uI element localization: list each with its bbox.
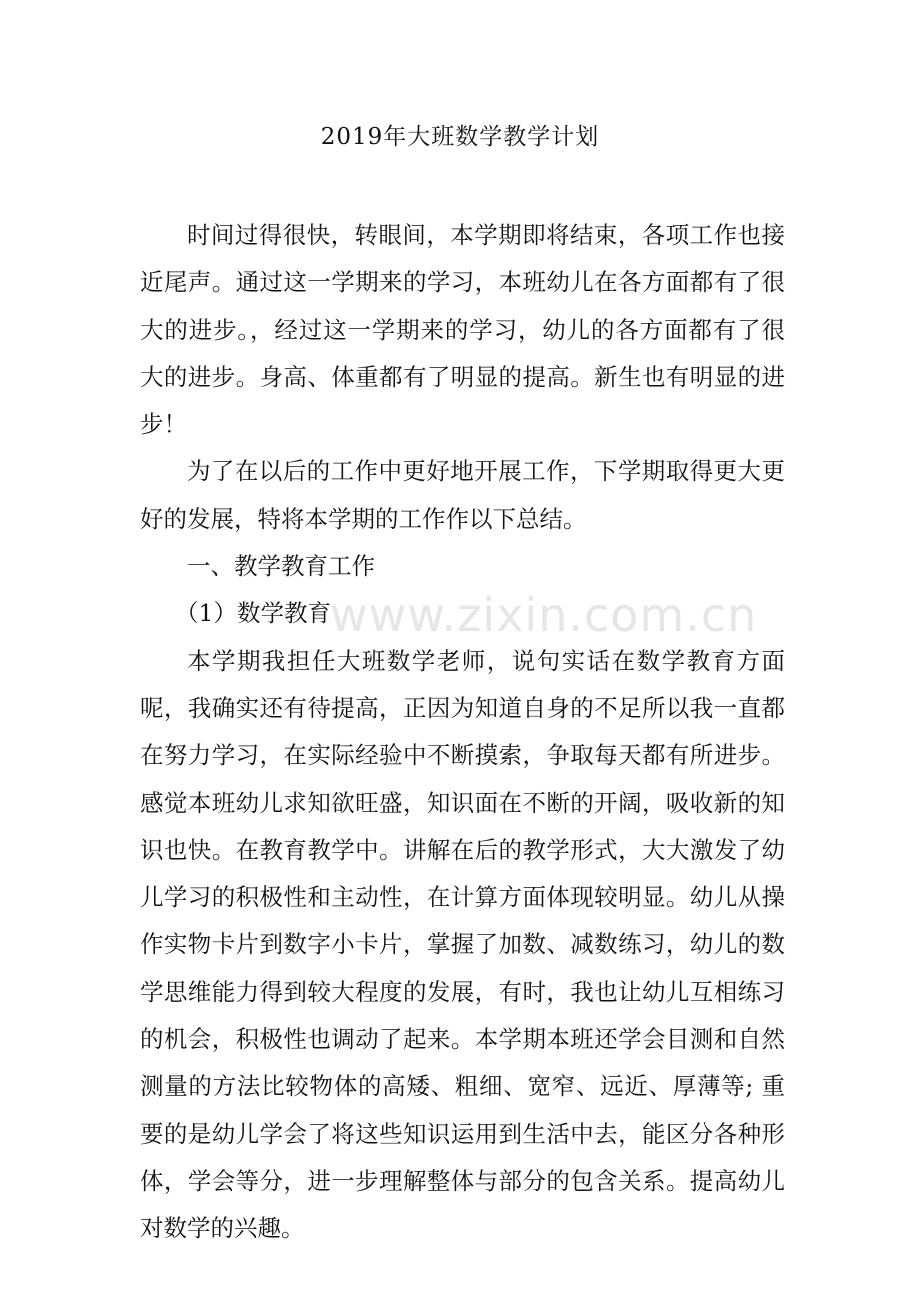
watermark: www.zixin.com.cn bbox=[330, 588, 758, 642]
subsection-heading: （1）数学教育 bbox=[175, 599, 331, 628]
document-body bbox=[140, 212, 785, 1253]
document-title: 2019年大班数学教学计划 bbox=[320, 124, 600, 150]
paragraph-math-education: 本学期我担任大班数学老师，说句实话在数学教育方面呢，我确实还有待提高，正因为知道自身的不足所以我一直都在努力学习，在实际经验中不断摸索，争取每天都有所进步。感觉本班幼儿求知欲旺盛，知识面在不断的开阔，吸收新的知识也快。在教育教学中。讲解在后的教学形式，大大激发了幼儿学习的积极性和主动性，在计算方面体现较明显。幼儿从操作实物卡片到数字小卡片，掌握了加数、减数练习，幼儿的数学思维能力得到较大程度的发展，有时，我也让幼儿互相练习的机会，积极性也调动了起来。本学期本班还学会目测和自然测量的方法比较物体的高矮、粗细、宽窄、远近、厚薄等; 重要的是幼儿学会了将这些知识运用到生活中去，能区分各种形体，学会等分，进一步理解整体与部分的包含关系。提高幼儿对数学的兴趣。 bbox=[140, 646, 785, 1243]
section-heading: 一、教学教育工作 bbox=[187, 552, 375, 581]
paragraph-intro: 时间过得很快，转眼间，本学期即将结束，各项工作也接近尾声。通过这一学期来的学习，本班幼儿在各方面都有了很大的进步。，经过这一学期来的学习，幼儿的各方面都有了很大的进步。身高、体重都有了明显的提高。新生也有明显的进步！ bbox=[140, 221, 785, 439]
paragraph-purpose: 为了在以后的工作中更好地开展工作，下学期取得更大更好的发展，特将本学期的工作作以下总结。 bbox=[140, 457, 785, 533]
